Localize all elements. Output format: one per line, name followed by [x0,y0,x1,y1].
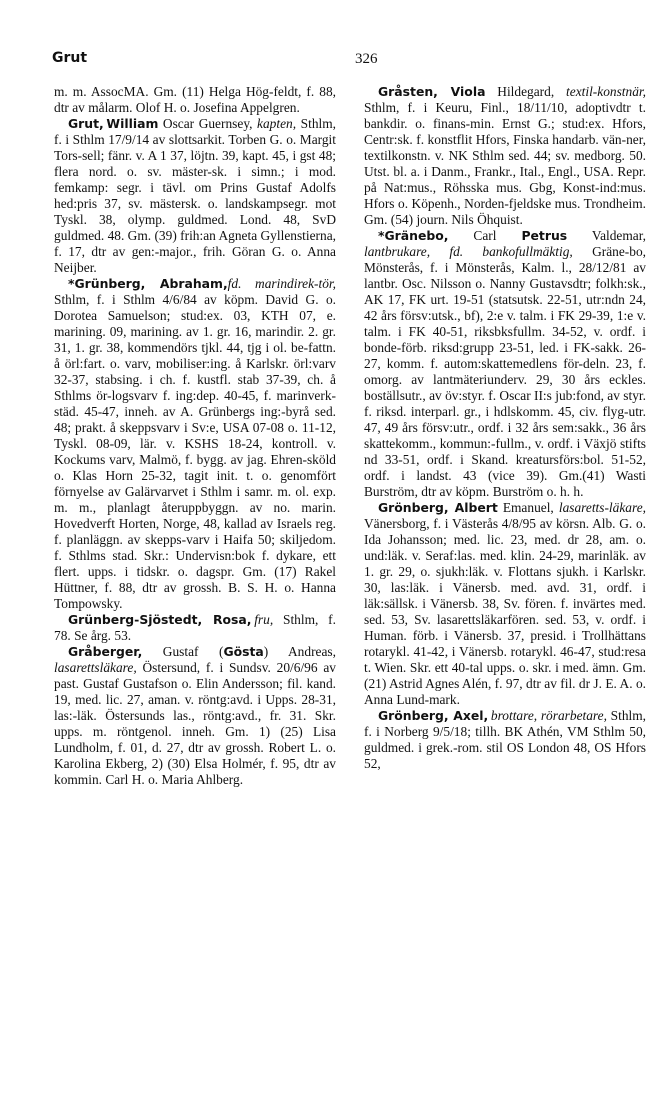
entry-occupation: lasarettsläkare, [54,660,137,675]
entry-occupation: fru, [254,612,274,627]
entry-grunberg-abraham: *Grünberg, Abraham,fd. marindirek-tör, Sthlm, f. i Sthlm 4/6/84 av köpm. David G. o. Dorotea Samuelson; stud:ex. 03, KTH 07, e. marining. 09, marining. av 1. gr. 16, marindir. 2. gr. 31, 1. gr. 38, kommendörs tjkl. 44, tjg i ol. be-fattn. å örl:fart. o. varv, mobiliser:ing. å Karlskr. örl:varv 32-37, stabsing. i ch. f. kustfl. stab 37-39, ch. å Sthlms ör-logsvarv f. ing:dep. 40-45, f. marinverk-städ. 45-47, inneh. av A. Grünbergs ing:-byrå sed. 48; prakt. å skeppsvarv i Sv:e, USA 07-08 o. 11-12, Tyskl. 08-09, lär. v. KSHS 18-24, kontroll. v. Kockums varv, Malmö, f. bygg. av jag. Ehren-sköld o. Klas Horn 25-32, tagit init. t. o. genomfört förnyelse av Galärvarvet i Sthlm i samr. m. ol. exp. m. m., planlagt återuppbyggn. av no. marin. Hovedverft Horten, Norge, 48, kallad av Israels reg. f. planläggn. av skepps-varv i Haifa 50; skiljedom. f. Sthlms stad. Skr.: Undervisn:bok f. dykare, ett flert. upps. i tidskr. o. dagspr. Gm. (17) Rakel Hüttner, f. 88, dtr av grossh. B. S. H. o. Hanna Tompowsky. [54,276,336,611]
entry-occupation: fd. marindirek-tör, [227,276,336,291]
entry-gronberg-axel: Grönberg, Axel, brottare, rörarbetare, Sthlm, f. i Norberg 9/5/18; tillh. BK Athén, VM Sthlm 50, guldmed. i grek.-rom. stil OS London 48, OS Hfors 52, [364,708,646,771]
entry-graberger-gosta: Gråberger, Gustaf (Gösta) Andreas, lasarettsläkare, Östersund, f. i Sundsv. 20/6/96 av past. Gustaf Gustafson o. Elin Andersson; fil. kand. 19, med. lic. 27, aman. v. röntg:avd. i Upps. 28-31, las:-läk. Östersunds las., röntg:avd., fr. 31. Skr. upps. m. röntgenol. inneh. Gm. 1) (25) Lisa Lundholm, f. 01, d. 27, dtr av grossh. Robert L. o. Karolina Ekberg, 2) (30) Elsa Holmér, f. 95, dtr av kommin. Carl H. o. Maria Ahlberg. [54,644,336,787]
page-number: 326 [355,51,378,67]
entry-grunberg-sjostedt-rosa: Grünberg-Sjöstedt, Rosa, fru, Sthlm, f. 78. Se årg. 53. [54,612,336,643]
entry-gronberg-albert: Grönberg, Albert Emanuel, lasaretts-läkare, Vänersborg, f. i Västerås 4/8/95 av körsn. Alb. G. o. Ida Johansson; med. lic. 23, med. dr 28, am. o. und:läk. v. Seraf:las. med. klin. 24-29, marinläk. av 1. gr. 29, o. sjukh:läk. v. Flottans sjukh. i Karlskr. 30, las:läk. i Vänersb. med. avd. 31, ordf. i läk:sällsk. i Vänersb. 38, Sv. fören. f. invärtes med. sed. 53, Sv. lasarettsläkarfören. sed. 53, v. ordf. i Human. förb. i Vänersb. 37, presid. i Trollhättans rotarykl. 41-42, i Vänersb. rotarykl. 46-47, stud:resa t. Wien. Skr. ett 40-tal upps. o. skr. i med. ämn. Gm. (21) Astrid Agnes Alén, f. 97, dtr av fil. dr J. E. A. o. Anna Lund-mark. [364,500,646,707]
entry-name: Grönberg, Albert [378,500,498,515]
entry-grasten-viola: Gråsten, Viola Hildegard, textil-konstnär, Sthlm, f. i Keuru, Finl., 18/11/10, adoptivdtr t. bankdir. o. finans-min. Ernst G.; stud:ex. Hfors, Centr:sk. f. konstflit Hfors, Finska handarb. vän-ner, textilkonstn. v. NK Sthlm sed. 44; sv. medborg. 50. Utst. bl. a. i Danm., Frankr., Ital., Engl., USA. Repr. på Nat:mus., Röhsska mus. Gbg, Konst-ind:mus. Hfors o. Köpenh., Norden-fjeldske mus. Trondheim. Gm. (54) journ. Nils Öhquist. [364,84,646,227]
entry-name: *Gränebo, [378,228,449,243]
entry-occupation: textil-konstnär, [566,84,646,99]
entry-occupation: kapten, [257,116,297,131]
entry-name: Gråsten, Viola [378,84,486,99]
entry-given-name: William [106,116,159,131]
entry-occupation: lasaretts-läkare, [558,500,646,515]
entry-occupation: brottare, rörarbetare, [490,708,607,723]
left-column [54,84,336,788]
entry-given-name: Gösta [223,644,264,659]
entry-name: Gråberger, [68,644,143,659]
entry-grut-william: Grut, William Oscar Guernsey, kapten, Sthlm, f. i Sthlm 17/9/14 av slottsarkit. Torben G. o. Margit Tors-sell; fänr. v. A 1 37, löjtn. 39, kapt. 45, i gst 48; flera nord. o. sv. mäster-sk. i simn.; i mod. femkamp: segr. i tävl. om Prins Gustaf Adolfs hed:pris 37, sv. mästersk. o. landskampsegr. mot Tyskl. 38, olymp. guldmed. Lond. 48, SvD guldmed. 48. Gm. (39) frih:an Agneta Gyllenstierna, f. 17, dtr av gen:-major., frih. Göran G. o. Anna Neijber. [54,116,336,275]
entry-continuation: m. m. AssocMA. Gm. (11) Helga Hög-feldt, f. 88, dtr av målarm. Olof H. o. Josefina Appelgren. [54,84,336,115]
right-column [364,84,646,772]
entry-name: Grut, [68,116,104,131]
entry-granebo-petrus: *Gränebo, Carl Petrus Valdemar, lantbrukare, fd. bankofullmäktig, Gräne-bo, Mönsterås, f. i Mönsterås, Kalm. l., 28/12/81 av lantbr. Osc. Nilsson o. Nanny Gustavsdtr; folkh:sk., AK 17, FK urt. 19-51 (statsutsk. 22-51, utr:ndn 24, 42 års försv:utsk., bf), 2:e v. talm. i FK 29-39, 1:e v. talm. i FK 40-51, riksbksfullm. 34-52, v. ordf. i bonde-förb. riksd:grupp 23-51, led. i FK-sakk. 26-27, komm. f. autom:skattemedlens för-deln. 23, f. omorg. av lantmäteriunderv. 29, 30 års eckles. boställsutr., av öv:styr. f. Oscar II:s jub:fond, av styr. f. riksd. interparl. gr., i hdlskomm. 45, civ. flyg-utr. 47, 49 års försv:utr., ordf. i 32 års sem:sakk., 36 års skattekomm., kommun:-fullm., v. ordf. i Växjö stifts nd 33-51, ordf. i Skand. kreatursförs:bol. 51-52, ordf. i landst. 43 (vice 39). Gm.(41) Wasti Burström, dtr av köpm. Burström o. h. h. [364,228,646,499]
entry-name: *Grünberg, Abraham, [68,276,228,291]
page-header [52,50,642,72]
entry-given-name: Petrus [521,228,568,243]
entry-name: Grünberg-Sjöstedt, Rosa, [68,612,252,627]
running-head: Grut [52,50,88,66]
entry-occupation: lantbrukare, fd. bankofullmäktig, [364,244,573,259]
entry-name: Grönberg, Axel, [378,708,489,723]
